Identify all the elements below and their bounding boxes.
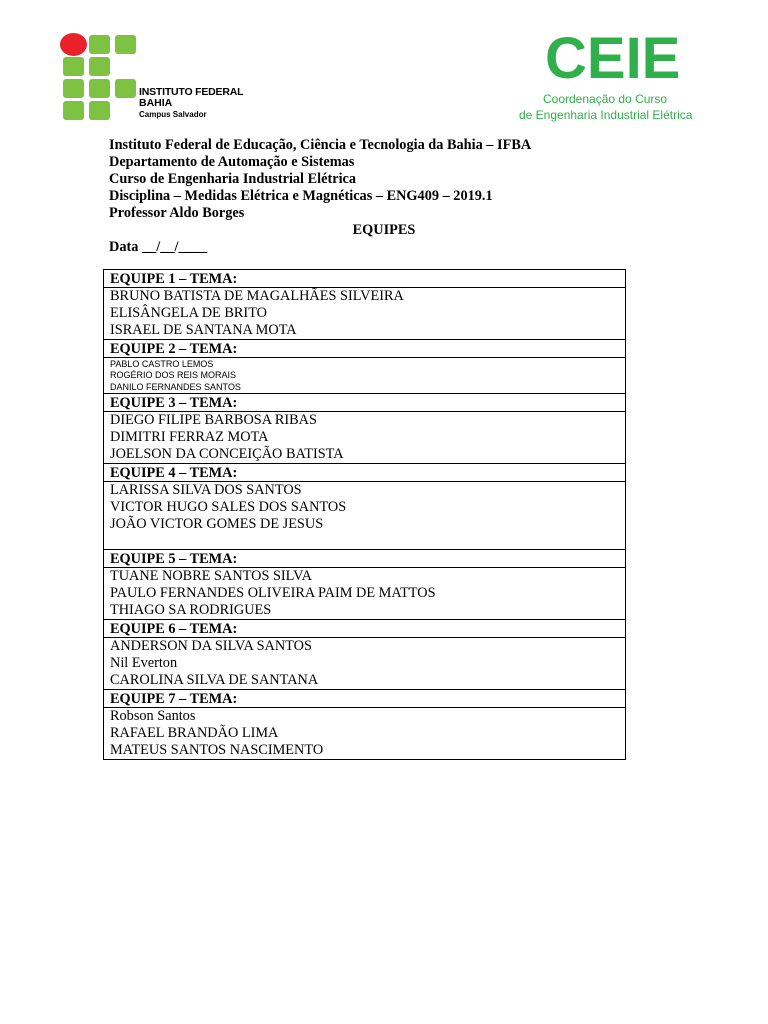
ceie-logo-subtitle2: de Engenharia Industrial Elétrica [519,108,693,122]
ifba-logo-line2: BAHIA [139,97,173,109]
team-member: DIEGO FILIPE BARBOSA RIBAS [110,411,317,428]
team-member: THIAGO SA RODRIGUES [110,601,272,618]
logo-square [63,101,84,120]
team-member: ISRAEL DE SANTANA MOTA [110,322,297,338]
team-member: VICTOR HUGO SALES DOS SANTOS [110,498,347,515]
ceie-logo-title: CEIE [545,26,681,91]
ceie-logo [515,28,705,123]
team-block [104,270,625,339]
team-members [104,358,625,393]
ifba-logo-line3: Campus Salvador [139,110,207,119]
team-members [104,638,625,689]
document-header [109,137,629,256]
team-member: JOÃO VICTOR GOMES DE JESUS [110,515,324,532]
team-member: PAULO FERNANDES OLIVEIRA PAIM DE MATTOS [110,584,436,601]
team-members [104,482,625,549]
team-member: DIMITRI FERRAZ MOTA [110,428,269,445]
logo-square [63,79,84,98]
course-line: Curso de Engenharia Industrial Elétrica [109,171,357,187]
team-member: TUANE NOBRE SANTOS SILVA [110,567,312,584]
team-block [104,549,625,619]
section-title: EQUIPES [352,222,416,238]
team-block [104,619,625,689]
date-line: Data __/__/____ [109,239,208,255]
team-title: EQUIPE 7 – TEMA: [104,689,625,708]
team-member: ROGÉRIO DOS REIS MORAIS [110,370,237,381]
team-title: EQUIPE 4 – TEMA: [104,463,625,482]
team-title: EQUIPE 1 – TEMA: [104,270,625,288]
ifba-logo-line1: INSTITUTO FEDERAL [139,86,244,98]
team-member: Robson Santos [110,707,196,724]
team-block [104,463,625,549]
institution-line: Instituto Federal de Educação, Ciência e Tecnologia da Bahia – IFBA [109,137,532,153]
logo-red-circle [60,33,87,56]
teams-table [103,269,626,760]
logo-square [89,35,110,54]
team-member: PABLO CASTRO LEMOS [110,359,214,369]
discipline-line: Disciplina – Medidas Elétrica e Magnéticas – ENG409 – 2019.1 [109,188,493,204]
team-title: EQUIPE 5 – TEMA: [104,549,625,568]
team-members [104,288,625,339]
logo-square [63,57,84,76]
team-member: ELISÂNGELA DE BRITO [110,305,267,321]
team-member: JOELSON DA CONCEIÇÃO BATISTA [110,445,344,462]
team-member: RAFAEL BRANDÃO LIMA [110,724,279,741]
team-title: EQUIPE 6 – TEMA: [104,619,625,638]
team-member: Nil Everton [110,654,178,671]
team-title: EQUIPE 3 – TEMA: [104,393,625,412]
logo-square [115,35,136,54]
logo-square [89,57,110,76]
team-members [104,412,625,463]
team-members [104,708,625,759]
professor-line: Professor Aldo Borges [109,205,245,221]
team-block [104,689,625,759]
team-member: CAROLINA SILVA DE SANTANA [110,671,319,688]
team-member: ANDERSON DA SILVA SANTOS [110,637,312,654]
logo-square [89,101,110,120]
team-member: DANILO FERNANDES SANTOS [110,381,241,392]
team-title: EQUIPE 2 – TEMA: [104,339,625,358]
logo-square [89,79,110,98]
department-line: Departamento de Automação e Sistemas [109,154,355,170]
team-member: BRUNO BATISTA DE MAGALHÃES SILVEIRA [110,288,404,304]
ifba-logo-text [139,87,243,120]
team-members [104,568,625,619]
team-block [104,339,625,393]
team-member: LARISSA SILVA DOS SANTOS [110,481,302,498]
logo-square [115,79,136,98]
team-member: MATEUS SANTOS NASCIMENTO [110,741,324,758]
team-block [104,393,625,463]
ceie-logo-subtitle1: Coordenação do Curso [543,92,668,106]
